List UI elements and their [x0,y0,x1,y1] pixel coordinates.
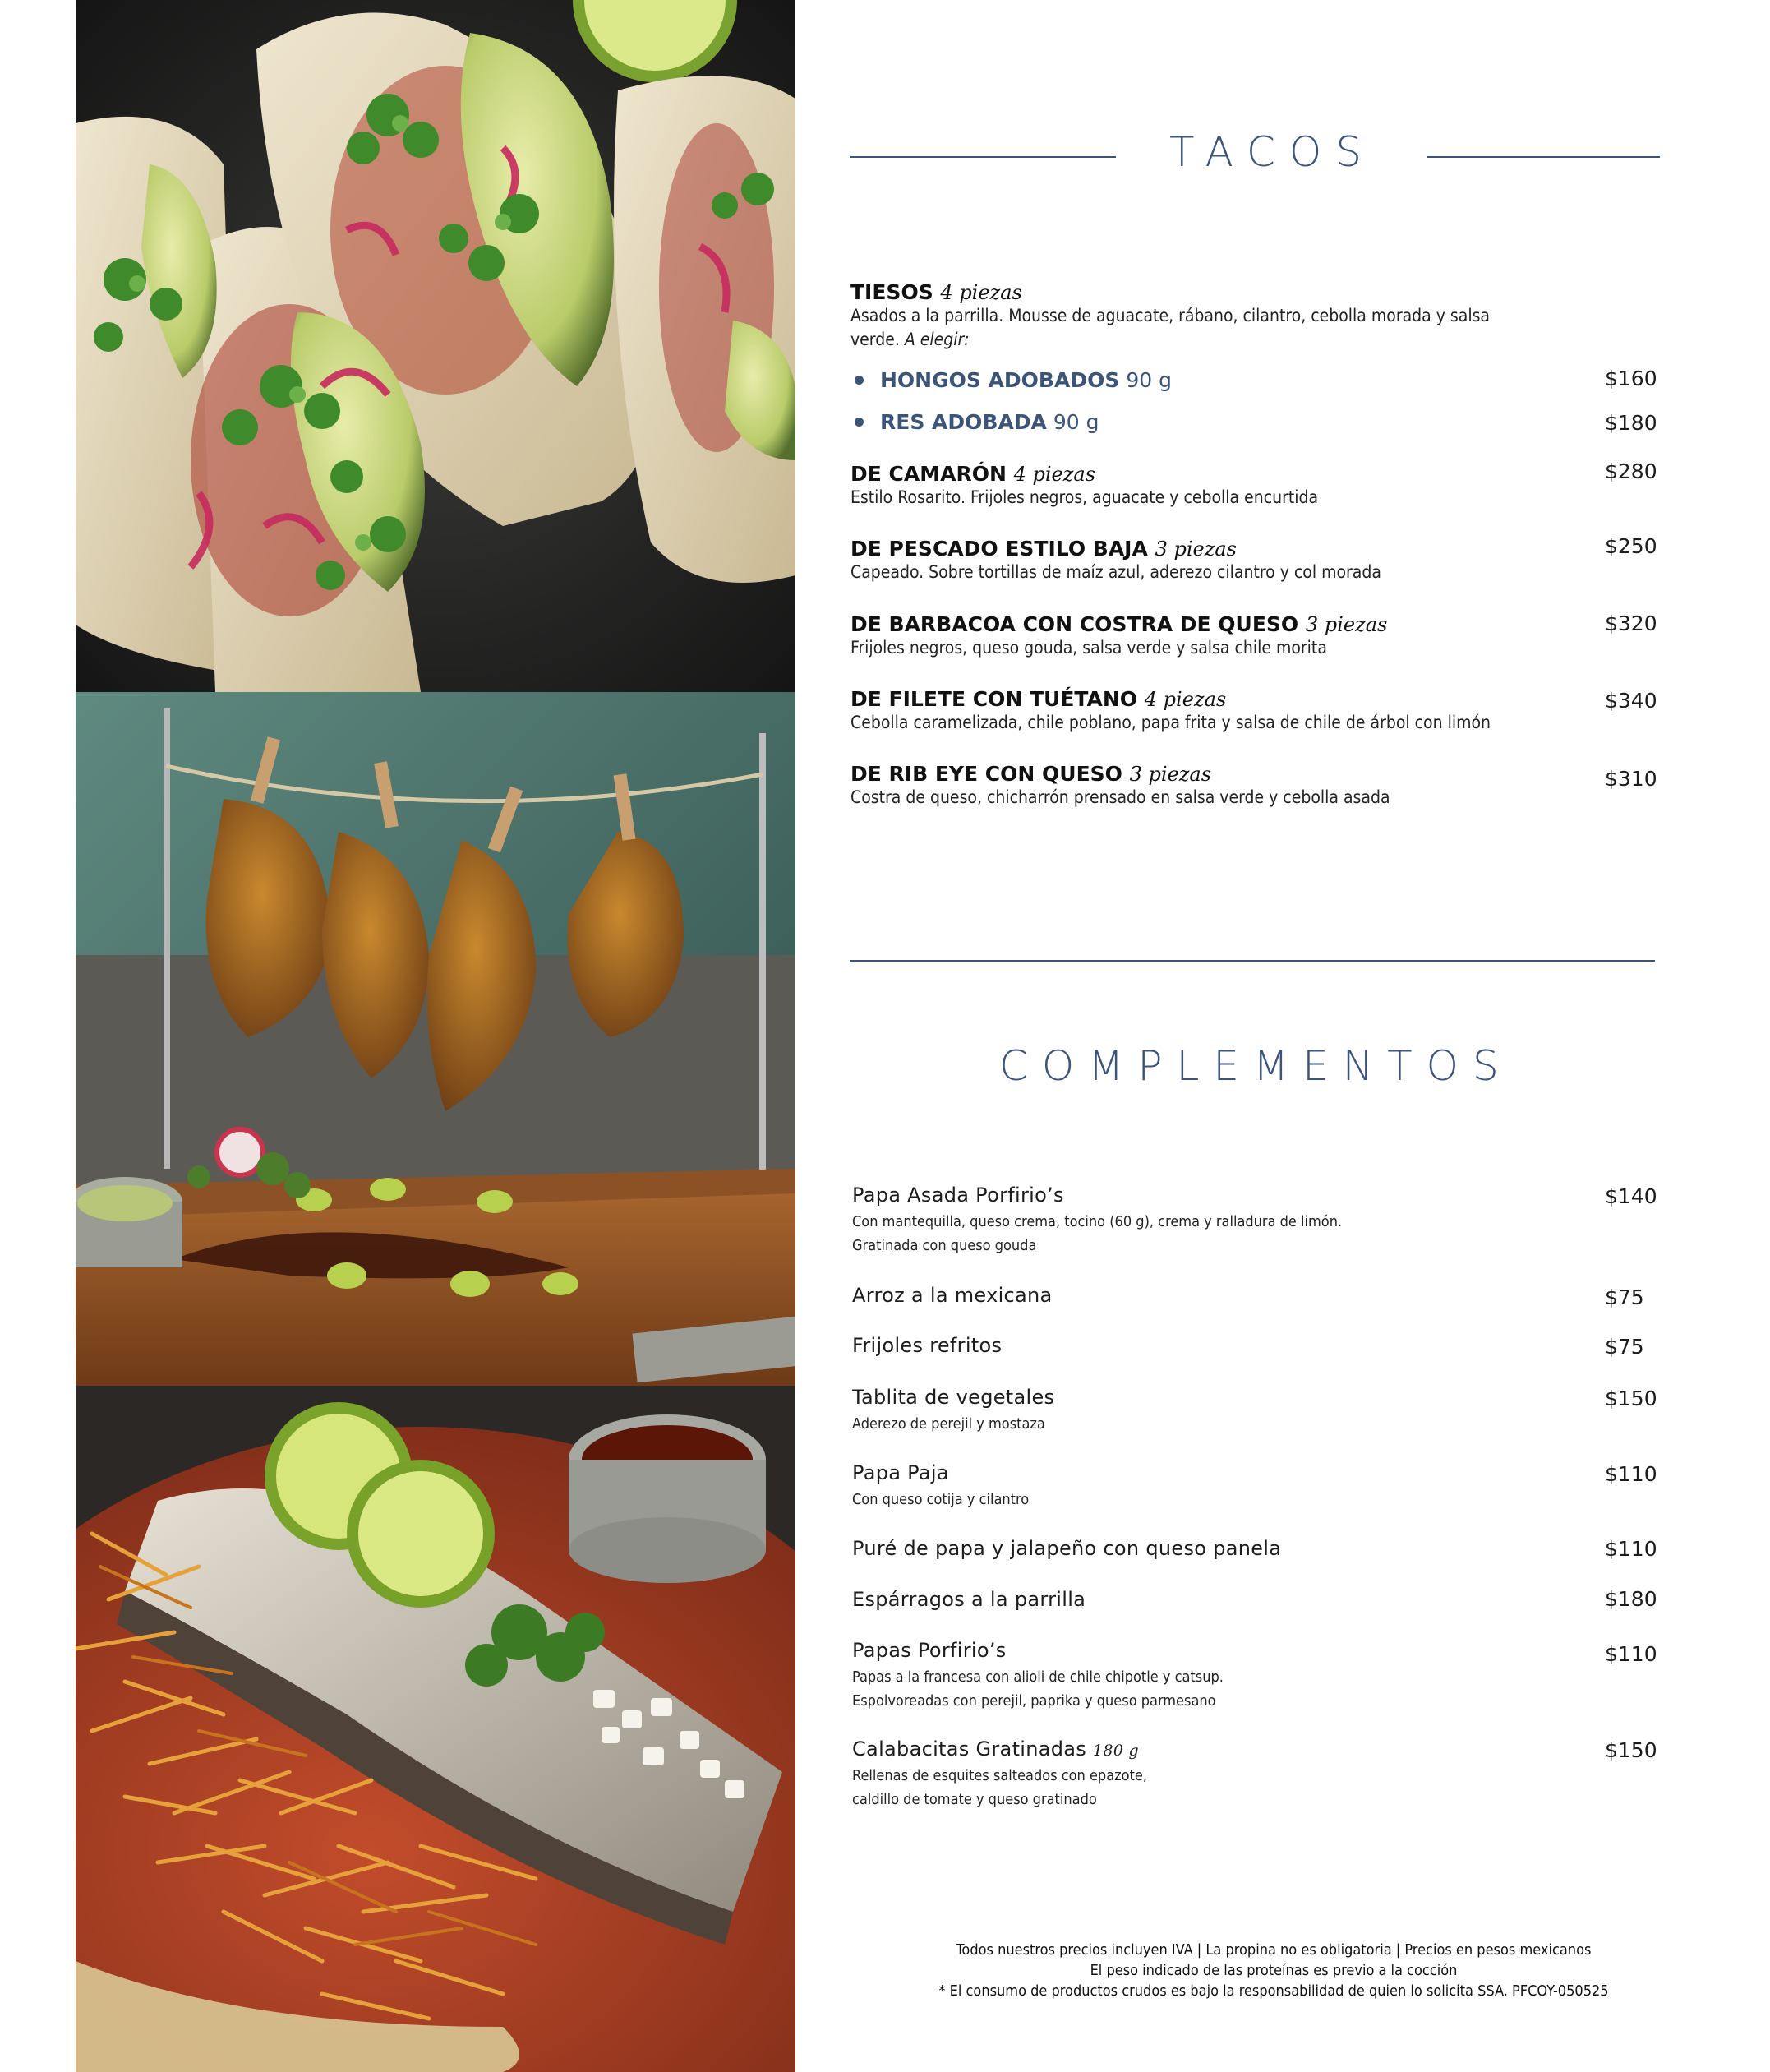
item-description: Papas a la francesa con alioli de chile chipotle y catsup. Espolvoreadas con perejil, paprika y queso parmesano [852,1668,1224,1710]
item-price: $280 [1605,459,1657,483]
item-price: $140 [1605,1184,1657,1208]
bone-marrow-tacos-photo [76,1386,795,2072]
item-description: Con queso cotija y cilantro [852,1491,1030,1508]
item-name: Calabacitas Gratinadas 180 g [852,1737,1140,1761]
item-name: DE BARBACOA CON COSTRA DE QUESO 3 piezas [850,612,1388,636]
tacos-rule-right [1427,156,1660,158]
item-description: Capeado. Sobre tortillas de maíz azul, aderezo cilantro y col morada [850,562,1381,582]
item-description: Con mantequilla, queso crema, tocino (60 g), crema y ralladura de limón. Gratinada con queso gouda [852,1213,1343,1254]
option-weight: 90 g [1126,368,1172,392]
item-price: $110 [1605,1537,1657,1561]
option-weight: 90 g [1053,410,1099,434]
section-divider [850,960,1655,962]
item-price: $180 [1605,1587,1657,1611]
side-item-calabacitas [852,1737,1575,1811]
complementos-title: COMPLEMENTOS [999,1042,1513,1090]
item-qty: 3 piezas [1155,538,1237,561]
item-name: Papa Asada Porfirio’s [852,1184,1064,1207]
item-price: $320 [1605,611,1657,635]
item-price: $150 [1605,1738,1657,1762]
taco-item-filete [850,687,1590,735]
taco-item-tiesos [850,280,1590,352]
item-name: Espárragos a la parrilla [852,1588,1086,1611]
item-qty: 4 piezas [1144,688,1227,711]
option-res-adobada [855,410,1099,434]
tacos-rule-left [850,156,1116,158]
option-hongos-adobados [855,368,1172,392]
item-name: Papa Paja [852,1461,949,1484]
item-name: Frijoles refritos [852,1334,1003,1357]
item-qty: 4 piezas [940,281,1022,304]
item-name: Papas Porfirio’s [852,1639,1007,1662]
footer-line: * El consumo de productos crudos es bajo la responsabilidad de quien lo solicita SSA. PFCOY-050525 [938,1982,1609,2000]
tacos-title: TACOS [1169,128,1376,176]
item-description: Cebolla caramelizada, chile poblano, papa frita y salsa de chile de árbol con limón [850,713,1491,732]
side-item-papa-asada [852,1184,1575,1258]
item-name: DE CAMARÓN 4 piezas [850,462,1096,486]
option-price: $160 [1605,367,1657,390]
item-price: $110 [1605,1462,1657,1486]
item-price: $75 [1605,1285,1644,1309]
item-price: $340 [1605,689,1657,713]
side-item-frijoles [852,1334,1575,1357]
quesadillas-photo [76,692,795,1386]
footer-line: Todos nuestros precios incluyen IVA | La propina no es obligatoria | Precios en pesos mexicanos [956,1941,1592,1959]
item-name: DE FILETE CON TUÉTANO 4 piezas [850,687,1227,711]
item-qty: 180 g [1093,1742,1140,1760]
item-name: Puré de papa y jalapeño con queso panela [852,1537,1282,1560]
footer-line: El peso indicado de las proteínas es previo a la cocción [1090,1962,1458,1979]
photo-column [76,0,795,2072]
taco-item-barbacoa [850,612,1590,660]
option-price: $180 [1605,411,1657,435]
item-description: Aderezo de perejil y mostaza [852,1415,1045,1433]
bullet-icon [855,418,864,427]
side-item-pure [852,1537,1575,1560]
item-description: Rellenas de esquites salteados con epazote, caldillo de tomate y queso gratinado [852,1767,1147,1808]
item-price: $75 [1605,1335,1644,1359]
item-price: $110 [1605,1642,1657,1666]
item-qty: 3 piezas [1305,613,1388,636]
item-price: $310 [1605,767,1657,791]
item-note: A elegir: [904,330,970,349]
footer-notes [887,1940,1660,2001]
item-qty: 3 piezas [1129,763,1212,786]
item-name: DE RIB EYE CON QUESO 3 piezas [850,762,1212,786]
item-description: Estilo Rosarito. Frijoles negros, aguacate y cebolla encurtida [850,487,1319,507]
side-item-esparragos [852,1588,1575,1611]
taco-item-camaron [850,462,1590,510]
bullet-icon [855,376,864,385]
side-item-papa-paja [852,1461,1575,1511]
item-name: Tablita de vegetales [852,1386,1055,1409]
item-price: $150 [1605,1387,1657,1410]
item-price: $250 [1605,534,1657,558]
item-name: DE PESCADO ESTILO BAJA 3 piezas [850,537,1237,561]
option-name: HONGOS ADOBADOS [880,368,1120,392]
option-name: RES ADOBADA [880,410,1047,434]
item-description: Costra de queso, chicharrón prensado en salsa verde y cebolla asada [850,787,1390,807]
side-item-tablita [852,1386,1575,1436]
item-name: TIESOS 4 piezas [850,280,1022,304]
item-description: Frijoles negros, queso gouda, salsa verde y salsa chile morita [850,638,1327,658]
side-item-arroz [852,1284,1575,1307]
item-name: Arroz a la mexicana [852,1284,1053,1307]
side-item-papas-porfirios [852,1639,1575,1713]
taco-item-pescado [850,537,1590,584]
tacos-photo [76,0,795,692]
item-qty: 4 piezas [1013,463,1096,486]
item-description: Asados a la parrilla. Mousse de aguacate, rábano, cilantro, cebolla morada y salsa verde. A elegir: [850,306,1491,349]
taco-item-rib-eye [850,762,1590,810]
